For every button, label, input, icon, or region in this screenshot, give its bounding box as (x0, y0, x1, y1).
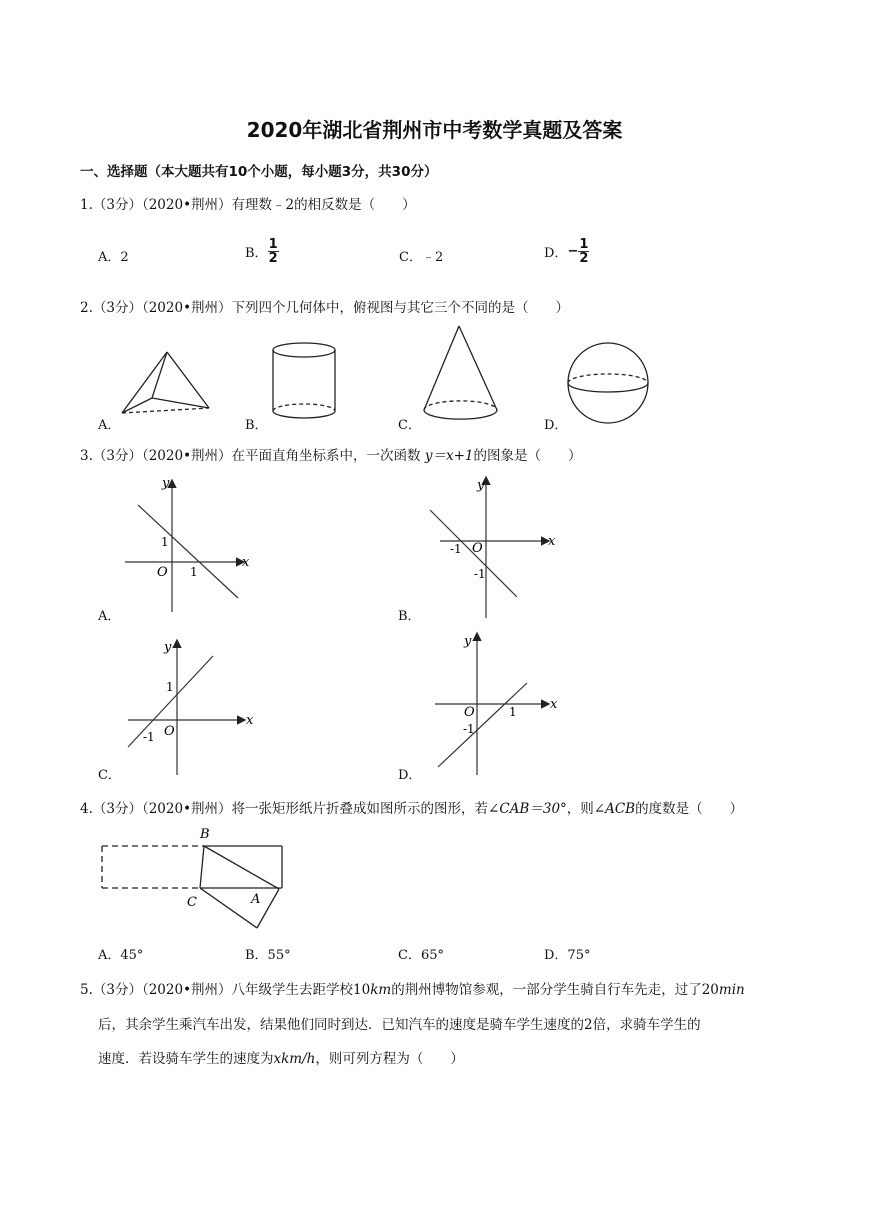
graph-d-y-label: y (464, 634, 472, 649)
q5-unit-km: km (370, 982, 392, 998)
q1-option-a: A．2 (98, 250, 129, 265)
graph-a-x-intercept: 1 (190, 565, 198, 579)
q5-unit-min: min (718, 982, 745, 998)
q5-variable: xkm/h (273, 1051, 316, 1067)
q3-option-b: B． (398, 609, 421, 624)
question-5-line-3 (98, 1047, 464, 1067)
q4-option-d: D．75° (544, 948, 591, 963)
q4-option-b: B．55° (245, 948, 291, 963)
fraction-numerator: 1 (268, 237, 278, 252)
point-a-label: A (251, 892, 261, 907)
q5-text-4: ，则可列方程为（ ） (315, 1051, 464, 1067)
q4-stem-mid: ，则 (566, 801, 594, 817)
q5-text-2: 的荆州博物馆参观，一部分学生骑自行车先走，过了20 (391, 982, 719, 998)
point-b-label: B (200, 827, 210, 842)
q3-equation: y＝x+1 (424, 448, 474, 464)
graph-c-x-label: x (246, 713, 254, 728)
section-heading: 一、选择题（本大题共有10个小题，每小题3分，共30分） (80, 164, 438, 180)
graph-b-y-label: y (477, 478, 485, 493)
point-c-label: C (187, 895, 197, 910)
graph-d-y-intercept: -1 (463, 722, 475, 736)
graph-b-y-intercept: -1 (474, 567, 486, 581)
graph-a-origin: O (157, 565, 168, 580)
q3-option-c: C． (98, 768, 121, 783)
q4-option-c: C．65° (398, 948, 444, 963)
graph-d-x-label: x (550, 697, 558, 712)
page-title: 2020年湖北省荆州市中考数学真题及答案 (246, 118, 623, 142)
q1-option-d-label: D． (544, 246, 568, 261)
q5-text-3: 速度．若设骑车学生的速度为 (98, 1051, 274, 1067)
q2-option-a: A． (98, 418, 121, 433)
graph-b-x-label: x (548, 534, 556, 549)
q1-option-b-label: B． (245, 246, 268, 261)
graph-a-y-intercept: 1 (161, 535, 169, 549)
q5-text-1: 5.（3分）（2020•荆州）八年级学生去距学校10 (80, 982, 371, 998)
q4-option-a: A．45° (98, 948, 144, 963)
question-5-line-2: 后，其余学生乘汽车出发，结果他们同时到达．已知汽车的速度是骑车学生速度的2倍，求骑车学生的 (98, 1017, 701, 1033)
graph-a-x-label: x (242, 555, 250, 570)
graph-d-x-intercept: 1 (509, 705, 517, 719)
q2-option-c: C． (398, 418, 421, 433)
graph-c-x-intercept: -1 (143, 730, 155, 744)
graph-b-x-intercept: -1 (450, 542, 462, 556)
minus-sign: − (567, 244, 579, 259)
q3-option-a: A． (98, 609, 121, 624)
q2-option-d: D． (544, 418, 568, 433)
question-5-line-1 (80, 978, 745, 998)
graph-c-origin: O (164, 724, 175, 739)
graph-a-y-label: y (162, 476, 170, 491)
fraction-denominator: 2 (579, 251, 589, 266)
q2-option-b: B． (245, 418, 268, 433)
q1-option-c: C．﹣2 (399, 250, 444, 265)
graph-c-y-intercept: 1 (166, 680, 174, 694)
q4-stem-end: 的度数是（ ） (635, 801, 744, 817)
question-2-stem: 2.（3分）（2020•荆州）下列四个几何体中，俯视图与其它三个不同的是（ ） (80, 300, 570, 316)
q4-angle-cab: ∠CAB＝30° (488, 801, 567, 817)
q4-stem-text: 4.（3分）（2020•荆州）将一张矩形纸片折叠成如图所示的图形，若 (80, 801, 489, 817)
fraction-numerator: 1 (579, 237, 589, 252)
question-1-stem: 1.（3分）（2020•荆州）有理数﹣2的相反数是（ ） (80, 197, 416, 213)
q3-stem-end: 的图象是（ ） (473, 448, 582, 464)
q3-stem-text: 3.（3分）（2020•荆州）在平面直角坐标系中，一次函数 (80, 448, 421, 464)
graph-d-origin: O (464, 705, 475, 720)
q3-option-d: D． (398, 768, 422, 783)
q4-angle-acb: ∠ACB (593, 801, 636, 817)
graph-c-y-label: y (164, 640, 172, 655)
fraction-denominator: 2 (268, 251, 278, 266)
graph-b-origin: O (472, 541, 483, 556)
